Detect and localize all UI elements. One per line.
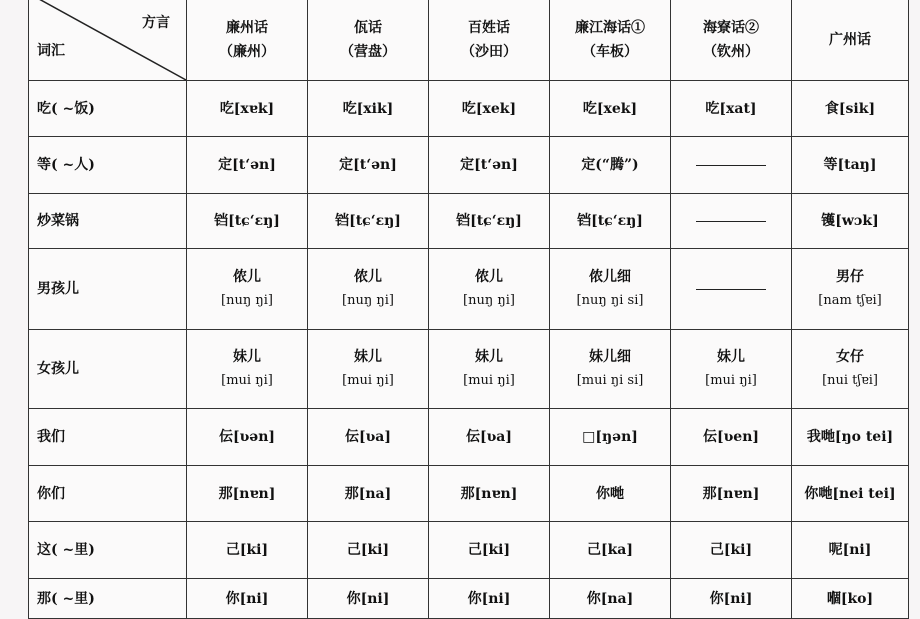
column-header-0 [187, 0, 308, 81]
ipa-pronunciation: [nuŋ ŋi si] [576, 293, 644, 308]
word-form: 己[ki] [467, 542, 511, 558]
vocabulary-axis-label: 词汇 [37, 43, 65, 59]
column-header-1 [308, 0, 429, 81]
word-form: 你[na] [586, 590, 634, 607]
dialect-form-cell [187, 409, 308, 466]
dialect-form-cell [792, 579, 909, 619]
dialect-form-cell [308, 522, 429, 579]
table-row [29, 249, 909, 330]
word-form: 等[taŋ] [823, 157, 877, 173]
dialect-location: （沙田） [461, 43, 517, 60]
word-form: 男仔 [836, 269, 864, 285]
ipa-pronunciation: [mui ŋi] [463, 373, 515, 388]
dialect-form-cell [550, 194, 671, 249]
word-form: 伝[ʋen] [702, 429, 760, 445]
word-form: 你[ni] [346, 590, 390, 607]
word-form: 吃[xek] [461, 100, 517, 117]
word-form: 你[ni] [225, 590, 269, 607]
table-row [29, 194, 909, 249]
word-form: 那[nɐn] [702, 485, 760, 502]
word-form: 己[ka] [586, 542, 634, 558]
word-form: 定[tʻən] [339, 157, 397, 173]
header-row [29, 0, 909, 81]
vocabulary-word: 炒菜锅 [29, 194, 187, 249]
dialect-form-cell [429, 409, 550, 466]
corner-header-cell [29, 0, 187, 81]
word-form: 伝[ʋa] [344, 429, 392, 445]
dialect-form-cell [308, 137, 429, 194]
dialect-form-cell [550, 409, 671, 466]
word-form: 那[nɐn] [218, 485, 276, 502]
dialect-form-cell [671, 81, 792, 137]
dialect-form-cell [550, 137, 671, 194]
vocabulary-word: 吃( ~饭) [29, 81, 187, 137]
dialect-vocabulary-table [28, 0, 909, 619]
dialect-form-cell [550, 81, 671, 137]
dialect-form-cell [792, 522, 909, 579]
ipa-pronunciation: [mui ŋi] [342, 373, 394, 388]
vocabulary-word: 女孩儿 [29, 330, 187, 409]
dialect-name: 百姓话 [468, 19, 510, 36]
table-row [29, 330, 909, 409]
ipa-pronunciation: [nam tʃɐi] [818, 293, 882, 308]
dialect-form-cell [671, 137, 792, 194]
dialect-form-cell [792, 330, 909, 409]
dialect-form-cell [308, 409, 429, 466]
dialect-form-cell [550, 330, 671, 409]
dialect-form-cell [429, 249, 550, 330]
word-form: 妹儿 [233, 349, 261, 365]
vocabulary-word: 那( ~里) [29, 579, 187, 619]
no-equivalent-dash [696, 165, 766, 166]
word-form: 吃[xek] [582, 100, 638, 117]
dialect-form-cell [308, 249, 429, 330]
word-form: 伝[ʋən] [218, 429, 276, 445]
word-form: 侬儿 [233, 269, 261, 285]
word-form: 妹儿细 [589, 349, 631, 365]
dialect-form-cell [187, 137, 308, 194]
dialect-name: 廉州话 [226, 19, 268, 36]
word-form: □[ŋən] [582, 429, 638, 445]
vocabulary-word: 你们 [29, 466, 187, 522]
word-form: 铛[tɕʻɛŋ] [456, 213, 522, 229]
word-form: 嗰[ko] [826, 590, 874, 607]
word-form: 你哋[nei tei] [804, 485, 896, 502]
dialect-form-cell [308, 579, 429, 619]
word-form: 吃[xɐk] [219, 100, 275, 117]
dialect-form-cell [429, 330, 550, 409]
vocabulary-word: 这( ~里) [29, 522, 187, 579]
dialect-form-cell [429, 137, 550, 194]
word-form: 侬儿细 [589, 269, 631, 285]
word-form: 你[ni] [709, 590, 753, 607]
word-form: 妹儿 [717, 349, 745, 365]
dialect-form-cell [671, 330, 792, 409]
dialect-form-cell [792, 137, 909, 194]
table-row [29, 409, 909, 466]
word-form: 铛[tɕʻɛŋ] [335, 213, 401, 229]
dialect-form-cell [792, 466, 909, 522]
word-form: 侬儿 [475, 269, 503, 285]
ipa-pronunciation: [nuŋ ŋi] [221, 293, 273, 308]
table-row [29, 522, 909, 579]
table-row [29, 137, 909, 194]
dialect-form-cell [308, 330, 429, 409]
dialect-form-cell [550, 522, 671, 579]
word-form: 食[sik] [824, 100, 876, 117]
no-equivalent-dash [696, 221, 766, 222]
word-form: 定(“腾”) [581, 157, 639, 173]
ipa-pronunciation: [mui ŋi] [221, 373, 273, 388]
word-form: 伝[ʋa] [465, 429, 513, 445]
word-form: 定[tʻən] [460, 157, 518, 173]
dialect-form-cell [671, 249, 792, 330]
dialect-form-cell [550, 579, 671, 619]
word-form: 铛[tɕʻɛŋ] [214, 213, 280, 229]
word-form: 那[nɐn] [460, 485, 518, 502]
column-header-4 [671, 0, 792, 81]
word-form: 镬[wɔk] [821, 213, 879, 229]
dialect-form-cell [187, 466, 308, 522]
dialect-name: 佤话 [354, 19, 382, 36]
dialect-form-cell [187, 522, 308, 579]
dialect-form-cell [671, 194, 792, 249]
dialect-name: 海寮话② [703, 19, 759, 36]
word-form: 那[na] [344, 485, 392, 502]
dialect-location: （车板） [582, 43, 638, 60]
dialect-name: 廉江海话① [575, 19, 645, 36]
dialect-form-cell [550, 466, 671, 522]
dialect-axis-label: 方言 [142, 15, 170, 31]
word-form: 定[tʻən] [218, 157, 276, 173]
word-form: 侬儿 [354, 269, 382, 285]
dialect-form-cell [671, 579, 792, 619]
ipa-pronunciation: [nui tʃɐi] [822, 373, 878, 388]
dialect-location: （钦州） [703, 43, 759, 60]
dialect-form-cell [187, 249, 308, 330]
column-header-5 [792, 0, 909, 81]
dialect-location: （廉州） [219, 43, 275, 60]
dialect-form-cell [671, 409, 792, 466]
column-header-2 [429, 0, 550, 81]
dialect-location: （营盘） [340, 43, 396, 60]
word-form: 己[ki] [346, 542, 390, 558]
dialect-form-cell [429, 194, 550, 249]
word-form: 己[ki] [225, 542, 269, 558]
vocabulary-word: 等( ~人) [29, 137, 187, 194]
dialect-form-cell [187, 330, 308, 409]
dialect-name: 广州话 [829, 31, 871, 48]
word-form: 你[ni] [467, 590, 511, 607]
vocabulary-word: 男孩儿 [29, 249, 187, 330]
word-form: 妹儿 [354, 349, 382, 365]
dialect-form-cell [671, 522, 792, 579]
dialect-form-cell [792, 249, 909, 330]
dialect-form-cell [792, 409, 909, 466]
ipa-pronunciation: [nuŋ ŋi] [463, 293, 515, 308]
table-row [29, 81, 909, 137]
dialect-form-cell [550, 249, 671, 330]
word-form: 你哋 [596, 485, 624, 502]
dialect-form-cell [429, 579, 550, 619]
dialect-form-cell [792, 194, 909, 249]
vocabulary-word: 我们 [29, 409, 187, 466]
dialect-form-cell [308, 194, 429, 249]
word-form: 吃[xat] [705, 100, 757, 117]
word-form: 铛[tɕʻɛŋ] [577, 213, 643, 229]
dialect-form-cell [429, 466, 550, 522]
column-header-3 [550, 0, 671, 81]
ipa-pronunciation: [mui ŋi] [705, 373, 757, 388]
word-form: 我哋[ŋo tei] [806, 429, 894, 445]
dialect-form-cell [792, 81, 909, 137]
word-form: 吃[xik] [342, 100, 394, 117]
no-equivalent-dash [696, 289, 766, 290]
dialect-form-cell [429, 81, 550, 137]
word-form: 呢[ni] [828, 542, 872, 558]
table-row [29, 579, 909, 619]
dialect-form-cell [187, 579, 308, 619]
dialect-form-cell [187, 194, 308, 249]
dialect-form-cell [308, 81, 429, 137]
dialect-form-cell [429, 522, 550, 579]
dialect-form-cell [671, 466, 792, 522]
ipa-pronunciation: [mui ŋi si] [576, 373, 644, 388]
table-row [29, 466, 909, 522]
word-form: 妹儿 [475, 349, 503, 365]
word-form: 女仔 [836, 349, 864, 365]
ipa-pronunciation: [nuŋ ŋi] [342, 293, 394, 308]
dialect-form-cell [308, 466, 429, 522]
word-form: 己[ki] [709, 542, 753, 558]
dialect-form-cell [187, 81, 308, 137]
